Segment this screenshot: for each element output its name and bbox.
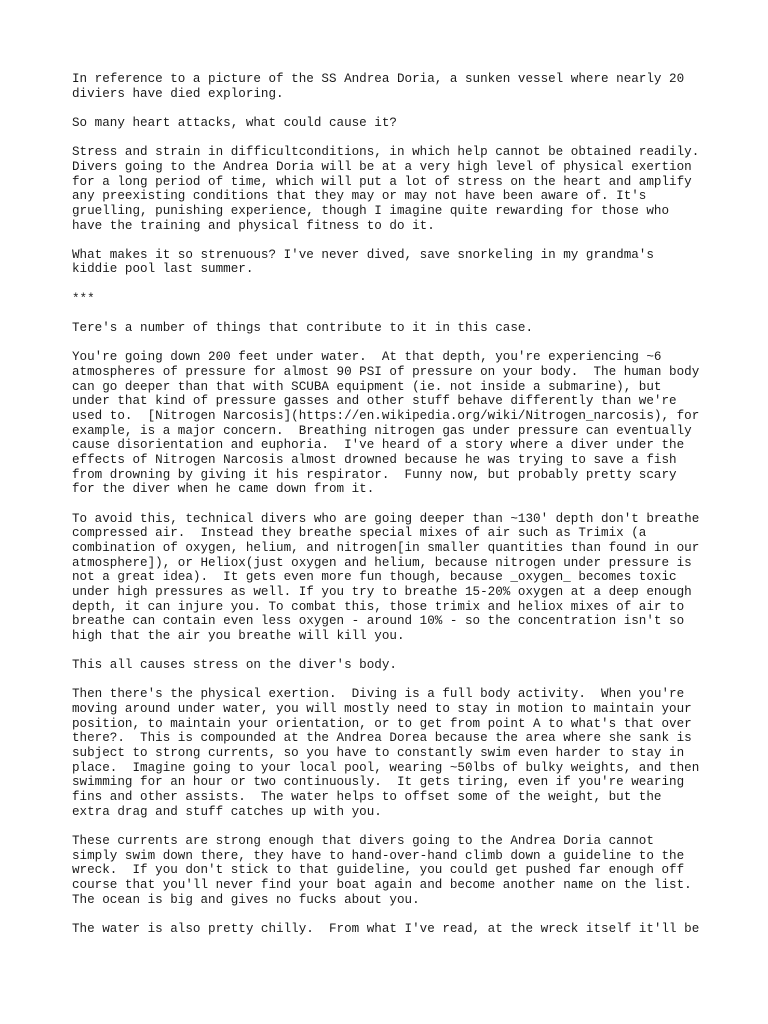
paragraph-body-stress: This all causes stress on the diver's body. <box>72 658 397 673</box>
paragraph-question: So many heart attacks, what could cause it? <box>72 115 397 130</box>
section-separator: *** <box>72 291 95 306</box>
paragraph-intro: In reference to a picture of the SS Andrea Doria, a sunken vessel where nearly 20 diviers have died exploring. <box>72 72 685 101</box>
paragraph-contributors: Tere's a number of things that contribute to it in this case. <box>72 321 534 336</box>
paragraph-exertion: Then there's the physical exertion. Diving is a full body activity. When you're moving around under water, you will mostly need to stay in motion to maintain your position, to maintain your orientation, or to get from point A to what's that over there?. This is compounded at the Andrea Dorea because the area where she sank is subject to strong currents, so you have to constantly swim even harder to stay in place. Imagine going to your local pool, wearing ~50lbs of bulky weights, and then swimming for an hour or two continuously. It gets tiring, even if you're wearing fins and other assists. The water helps to offset some of the weight, but the extra drag and stuff catches up with you. <box>72 687 700 819</box>
paragraph-followup-question: What makes it so strenuous? I've never dived, save snorkeling in my grandma's kiddie pool last summer. <box>72 247 654 277</box>
paragraph-pressure: You're going down 200 feet under water. At that depth, you're experiencing ~6 atmospheres of pressure for almost 90 PSI of pressure on your body. The human body can go deeper than that with SCUBA equipment (ie. not inside a submarine), but under that kind of pressure gasses and other stuff behave differently than we're used to. [Nitrogen Narcosis](https://en.wikipedia.org/wiki/Nitrogen_narcosis), for example, is a major concern. Breathing nitrogen gas under pressure can eventually cause disorientation and euphoria. I've heard of a story where a diver under the effects of Nitrogen Narcosis almost drowned because he was trying to save a fish from drowning by giving it his respirator. Funny now, but probably pretty scary for the diver when he came down from it. <box>72 350 700 497</box>
paragraph-gas-mixes: To avoid this, technical divers who are going deeper than ~130' depth don't breathe compressed air. Instead they breathe special mixes of air such as Trimix (a combination of oxygen, helium, and nitrogen[in smaller quantities than found in our atmosphere]), or Heliox(just oxygen and helium, because nitrogen under pressure is not a great idea). It gets even more fun though, because _oxygen_ becomes toxic under high pressures as well. If you try to breathe 15-20% oxygen at a deep enough depth, it can injure you. To combat this, those trimix and heliox mixes of air to breathe can contain even less oxygen - around 10% - so the concentration isn't so high that the air you breathe will kill you. <box>72 511 700 643</box>
paragraph-stress: Stress and strain in difficultconditions, in which help cannot be obtained readily. Divers going to the Andrea Doria will be at a very high level of physical exertion for a long period of time, which will put a lot of stress on the heart and amplify any preexisting conditions that they may or may not have been aware of. It's gruelling, punishing experience, though I imagine quite rewarding for those who have the training and physical fitness to do it. <box>72 145 700 233</box>
paragraph-water-temperature: The water is also pretty chilly. From what I've read, at the wreck itself it'll be <box>72 921 700 936</box>
document-page <box>72 72 702 951</box>
paragraph-currents: These currents are strong enough that divers going to the Andrea Doria cannot simply swim down there, they have to hand-over-hand climb down a guideline to the wreck. If you don't stick to that guideline, you could get pushed far enough off course that you'll never find your boat again and become another name on the list. The ocean is big and gives no fucks about you. <box>72 833 692 907</box>
